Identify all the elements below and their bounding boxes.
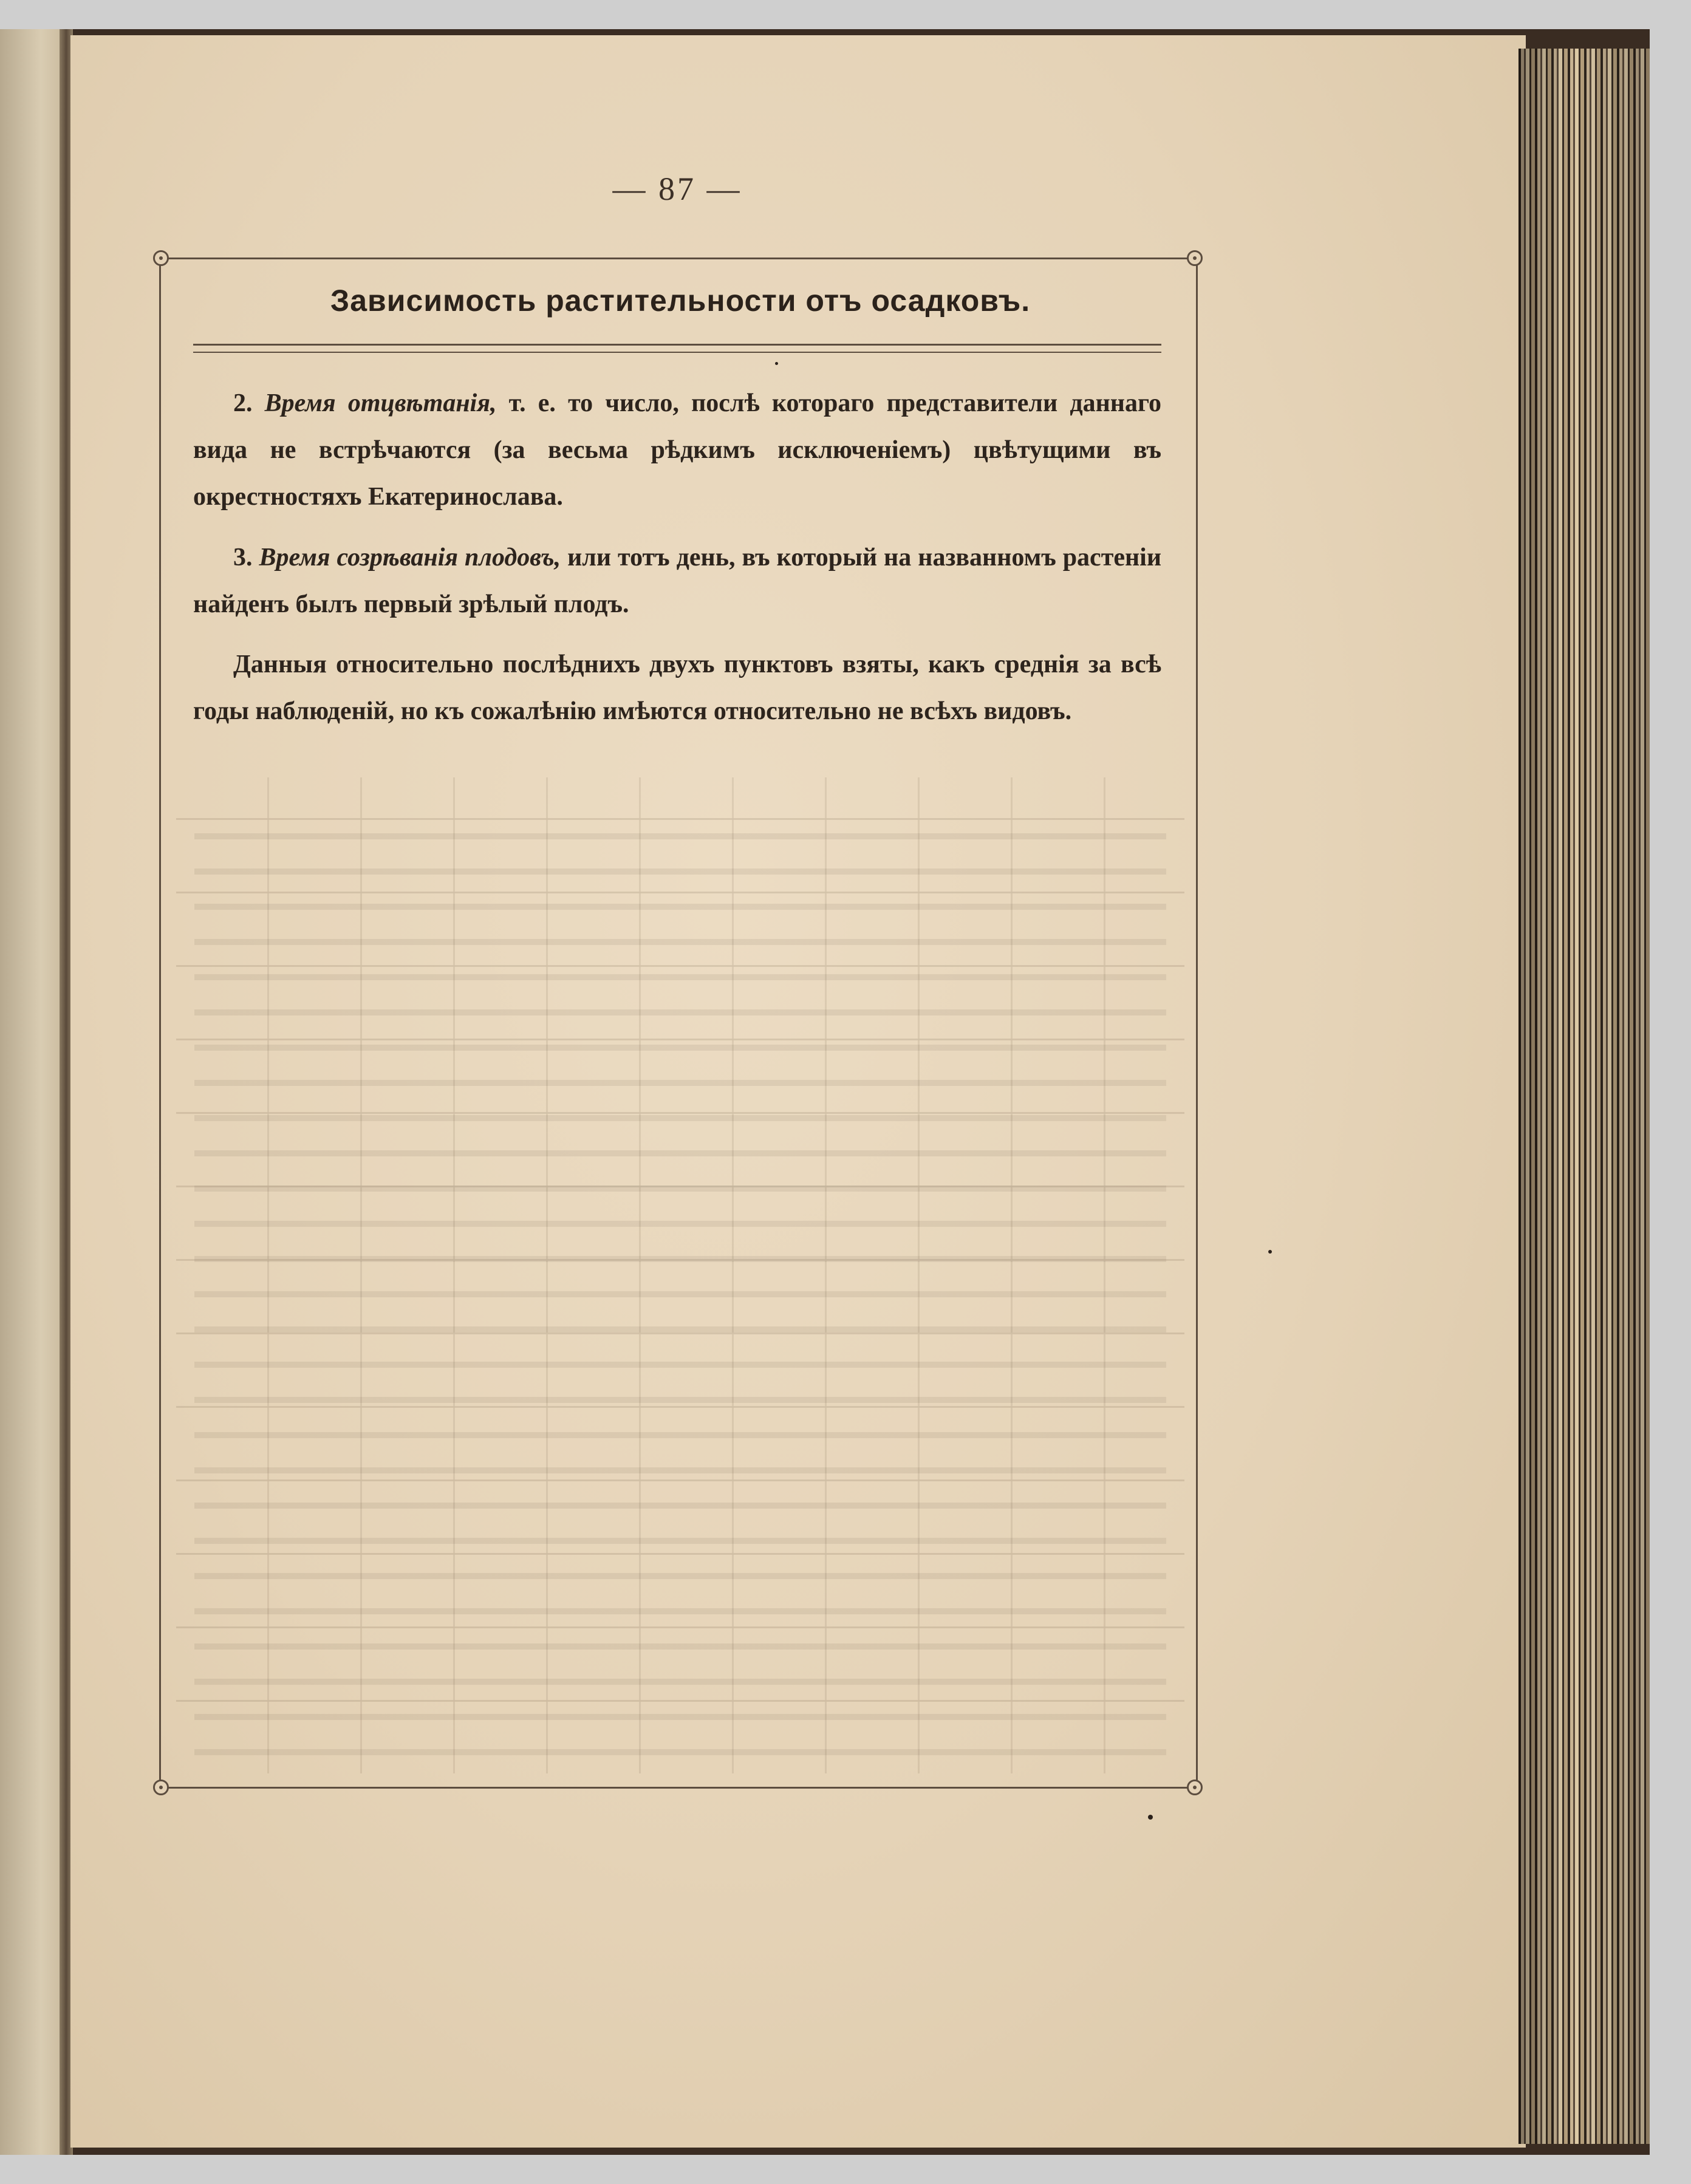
frame-corner-ornament bbox=[1187, 250, 1203, 266]
frame-corner-ornament bbox=[153, 1780, 169, 1795]
paragraph-2-number: 2. bbox=[233, 389, 253, 417]
scan-margin bbox=[1650, 29, 1691, 2155]
frame-bottom-rule bbox=[159, 1787, 1196, 1789]
ink-speck bbox=[1148, 1815, 1153, 1820]
paragraph-4-text: Данныя относительно послѣднихъ двухъ пунктовъ взяты, какъ среднія за всѣ годы наблюденій, но къ сожалѣнію имѣются относительно не всѣхъ видовъ. bbox=[193, 650, 1161, 725]
page-edges-shadow bbox=[1518, 49, 1650, 2144]
paragraph-4 bbox=[193, 641, 1161, 735]
left-page-edge bbox=[0, 29, 68, 2155]
paragraph-2 bbox=[193, 380, 1161, 520]
ink-speck bbox=[1268, 1250, 1272, 1254]
frame-top-rule bbox=[159, 258, 1196, 259]
ink-speck bbox=[775, 362, 778, 365]
heading-double-rule bbox=[193, 344, 1161, 353]
bleed-through-text bbox=[194, 808, 1166, 1755]
frame-corner-ornament bbox=[1187, 1780, 1203, 1795]
frame-corner-ornament bbox=[153, 250, 169, 266]
paragraph-3 bbox=[193, 534, 1161, 628]
section-heading: Зависимость растительности отъ осадковъ. bbox=[330, 284, 1031, 318]
paragraph-2-term: Время отцвѣтанія, bbox=[264, 389, 497, 417]
paragraph-3-text: или тотъ день, въ который на названномъ растеніи найденъ былъ первый зрѣлый плодъ. bbox=[193, 544, 1162, 618]
page-number: — 87 — bbox=[612, 171, 742, 207]
paragraph-3-number: 3. bbox=[233, 544, 253, 572]
paragraph-2-text: т. е. то число, послѣ котораго представители даннаго вида не встрѣчаются (за весьма рѣдкимъ исключеніемъ) цвѣтущими въ окрестностяхъ Екатеринослава. bbox=[193, 389, 1161, 511]
paragraph-3-term: Время созрѣванія плодовъ, bbox=[259, 544, 561, 572]
